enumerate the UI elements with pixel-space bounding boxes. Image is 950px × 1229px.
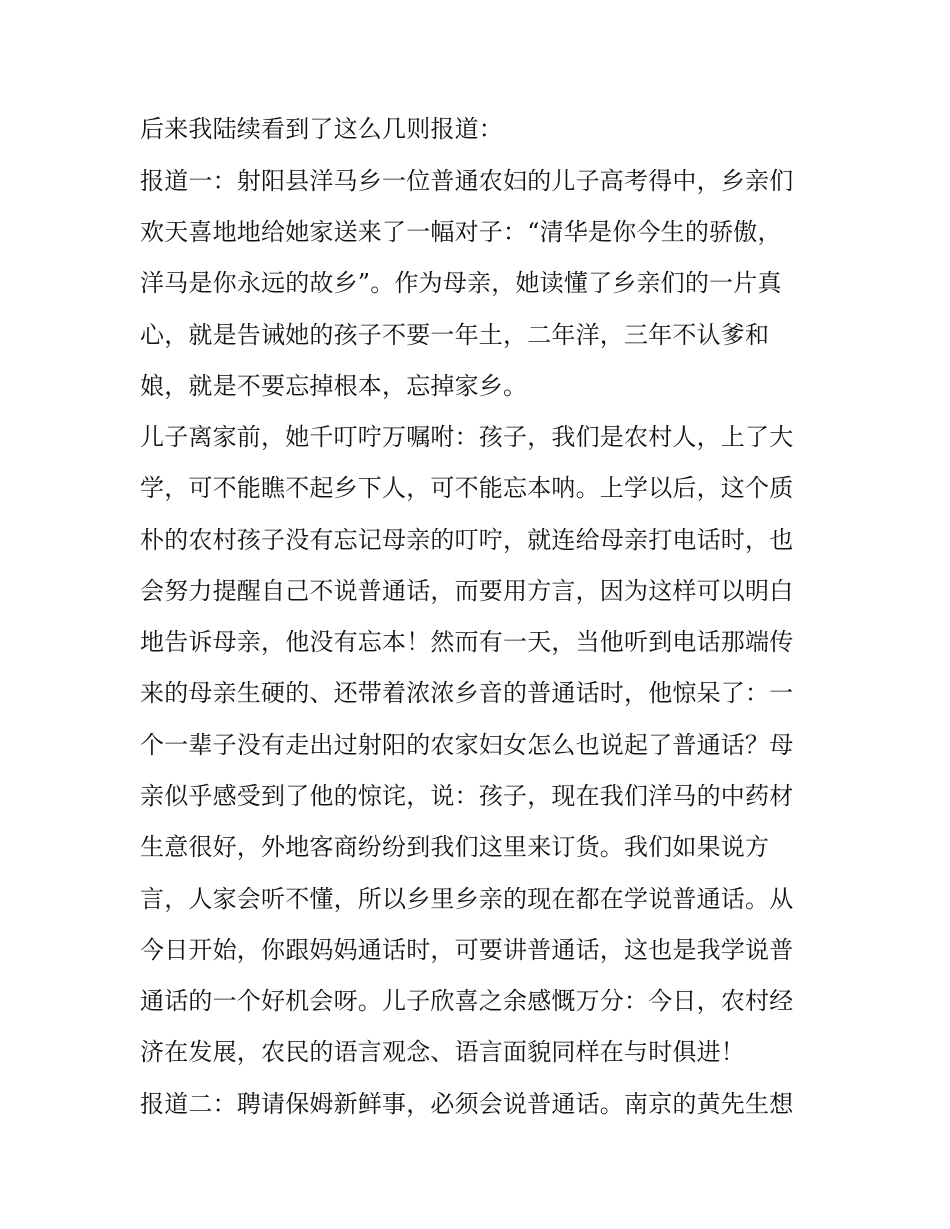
- text-line: 后来我陆续看到了这么几则报道：: [140, 115, 503, 143]
- text-line: 言，人家会听不懂，所以乡里乡亲的现在都在学说普通话。从: [140, 885, 794, 913]
- text-line: 生意很好，外地客商纷纷到我们这里来订货。我们如果说方: [140, 833, 770, 861]
- text-line: 地告诉母亲，他没有忘本！然而有一天，当他听到电话那端传: [140, 628, 794, 656]
- text-line: 学，可不能瞧不起乡下人，可不能忘本呐。上学以后，这个质: [140, 474, 794, 502]
- text-line: 个一辈子没有走出过射阳的农家妇女怎么也说起了普通话？母: [140, 731, 794, 759]
- text-line: 通话的一个好机会呀。儿子欣喜之余感慨万分：今日，农村经: [140, 987, 794, 1015]
- text-line: 心，就是告诫她的孩子不要一年土，二年洋，三年不认爹和: [140, 321, 770, 349]
- text-line: 报道二：聘请保姆新鲜事，必须会说普通话。南京的黄先生想: [140, 1090, 794, 1118]
- text-line: 报道一：射阳县洋马乡一位普通农妇的儿子高考得中，乡亲们: [140, 167, 794, 195]
- text-line: 娘，就是不要忘掉根本，忘掉家乡。: [140, 372, 528, 400]
- text-line: 亲似乎感受到了他的惊诧，说：孩子，现在我们洋马的中药材: [140, 782, 794, 810]
- text-line: 来的母亲生硬的、还带着浓浓乡音的普通话时，他惊呆了：一: [140, 679, 794, 707]
- text-line: 济在发展，农民的语言观念、语言面貌同样在与时俱进！: [140, 1038, 745, 1066]
- text-line: 朴的农村孩子没有忘记母亲的叮咛，就连给母亲打电话时，也: [140, 526, 794, 554]
- text-line: 洋马是你永远的故乡”。作为母亲，她读懂了乡亲们的一片真: [140, 269, 782, 297]
- text-line: 欢天喜地地给她家送来了一幅对子：“清华是你今生的骄傲，: [140, 218, 782, 246]
- text-line: 会努力提醒自己不说普通话，而要用方言，因为这样可以明白: [140, 577, 794, 605]
- text-line: 儿子离家前，她千叮咛万嘱咐：孩子，我们是农村人，上了大: [140, 423, 794, 451]
- text-line: 今日开始，你跟妈妈通话时，可要讲普通话，这也是我学说普: [140, 936, 794, 964]
